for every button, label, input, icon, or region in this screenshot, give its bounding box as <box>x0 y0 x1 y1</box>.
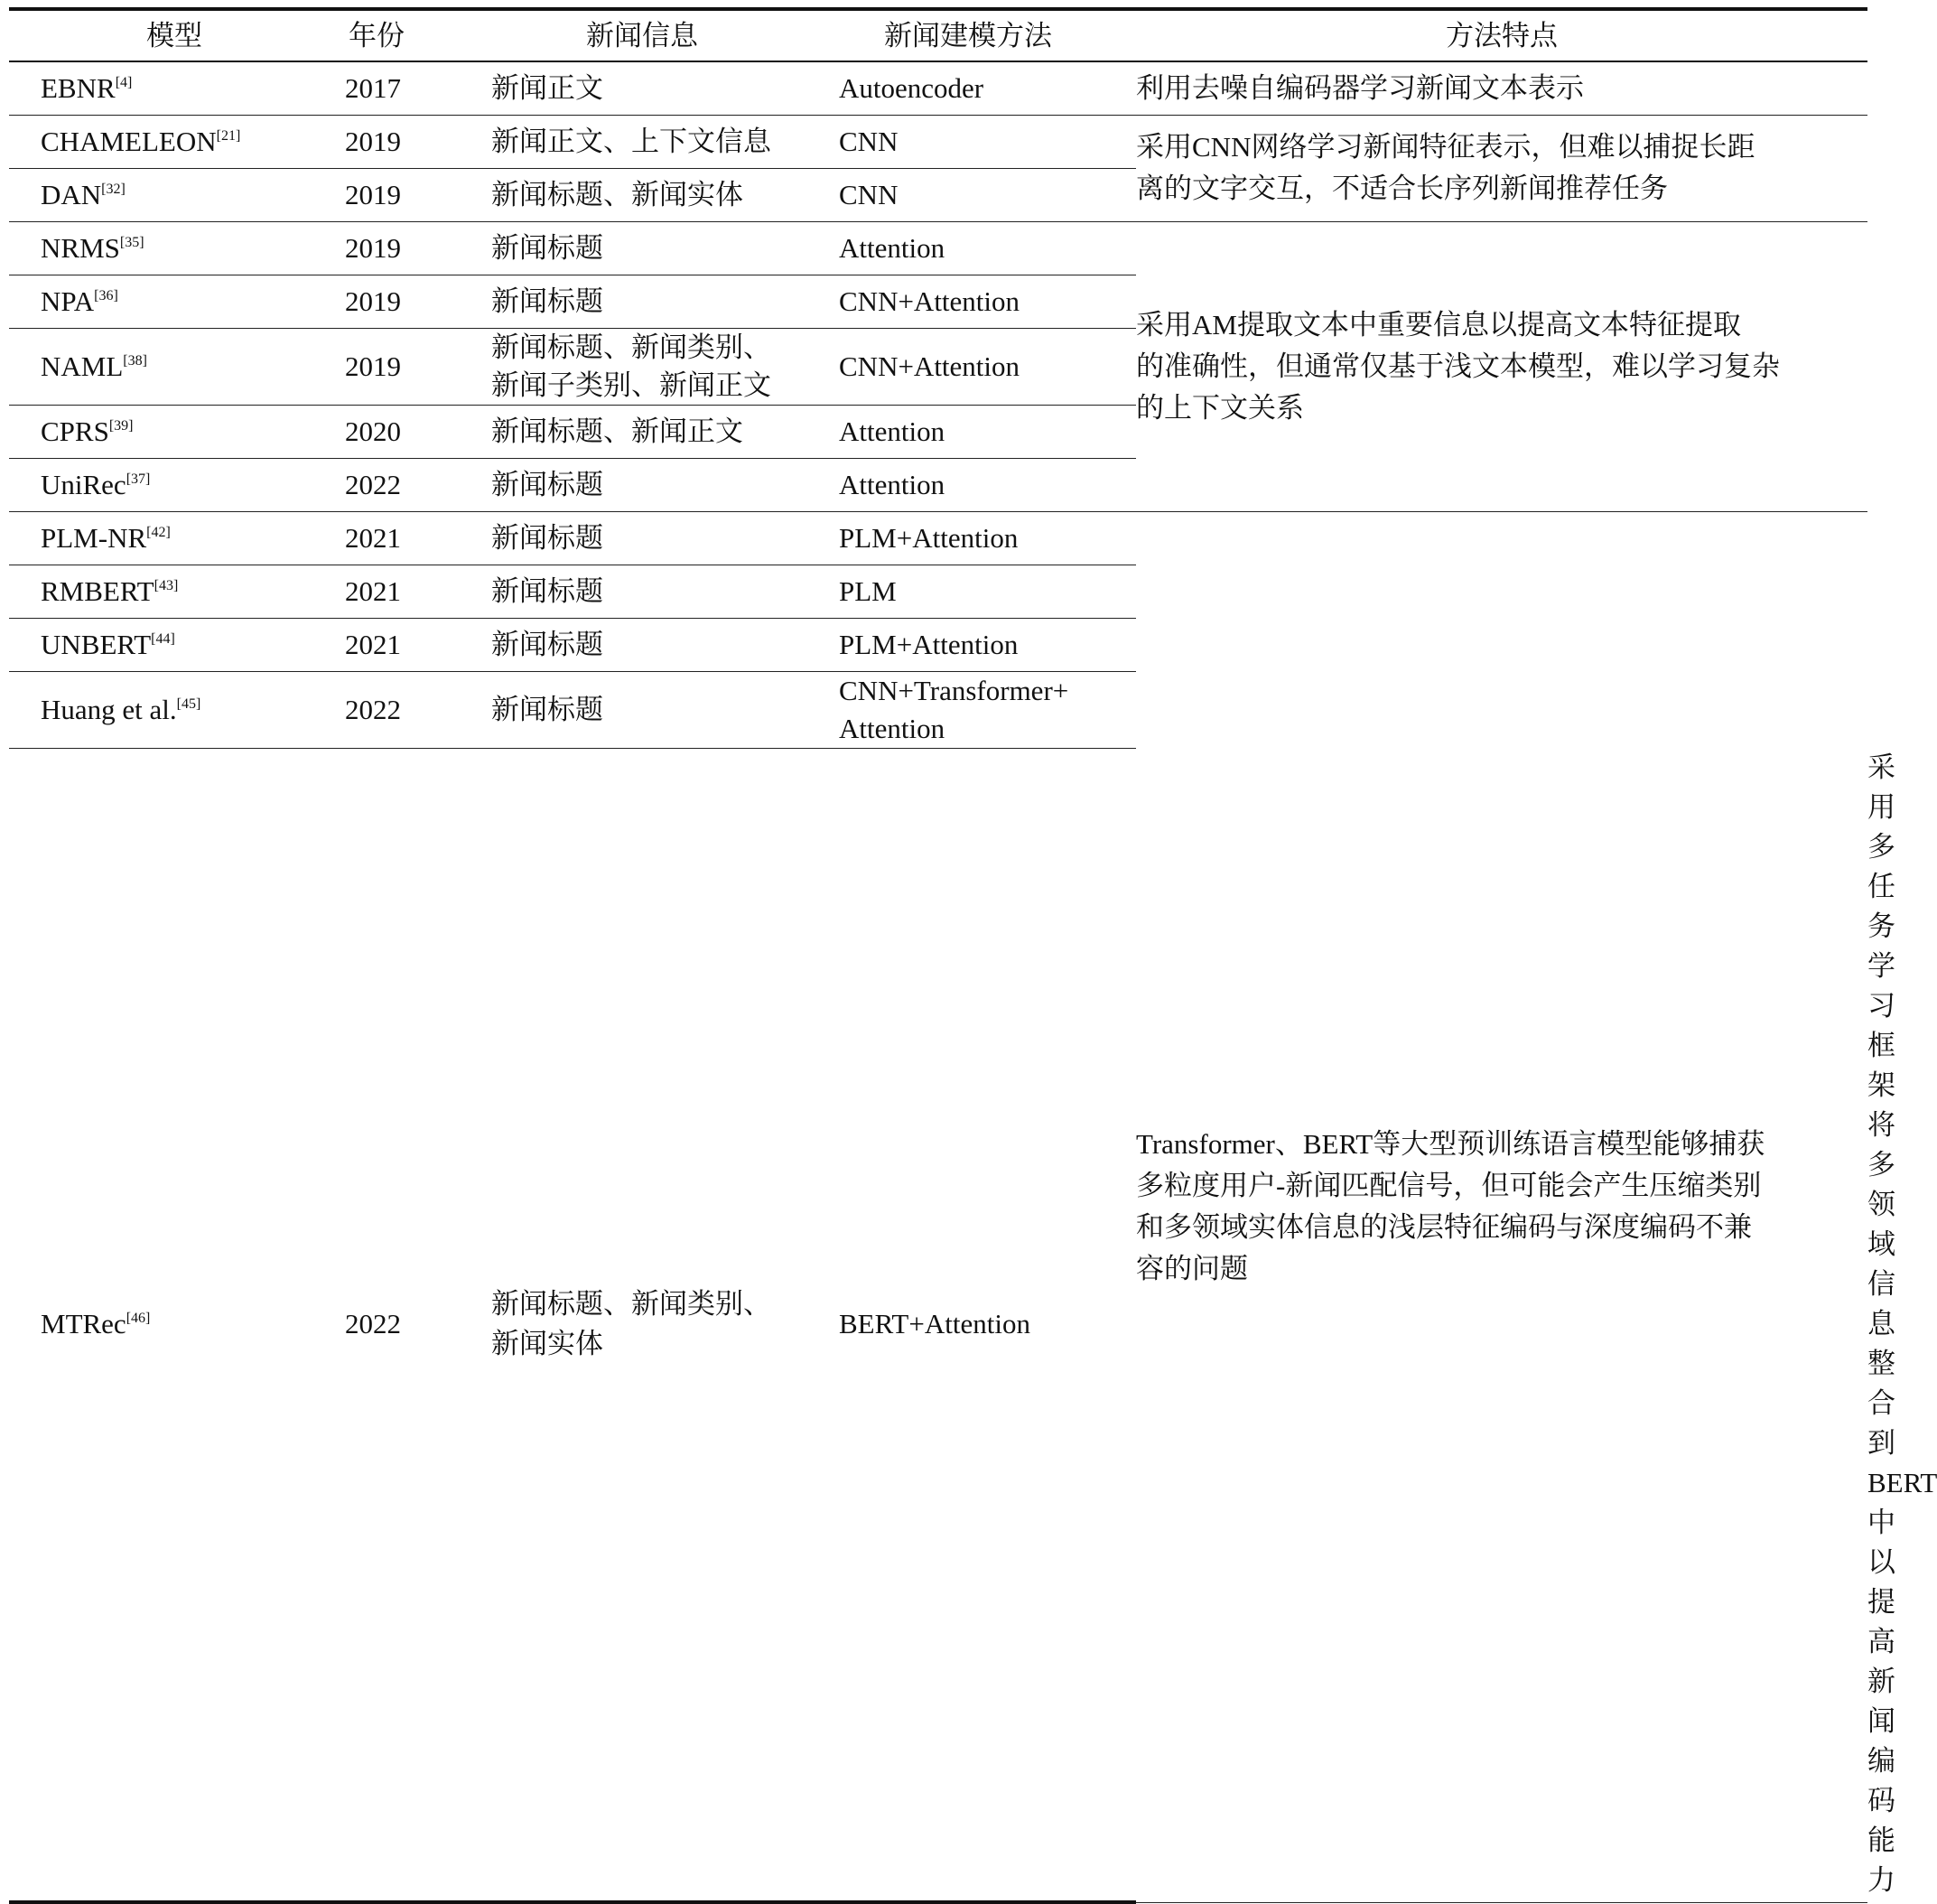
method-line: CNN+Transformer+ <box>839 674 1069 706</box>
header-news-info: 新闻信息 <box>491 9 839 61</box>
year-cell <box>340 618 491 671</box>
model-ref: [4] <box>115 74 133 90</box>
feature-cell <box>1136 221 1867 511</box>
news-info-cell: 新闻标题 <box>491 458 839 511</box>
model-name: MTRec <box>41 1308 126 1340</box>
model-name: EBNR <box>41 71 116 104</box>
year-cell <box>340 328 491 405</box>
method-cell: CNN <box>839 115 1136 168</box>
year-value: 2017 <box>345 71 401 104</box>
year-cell <box>340 275 491 328</box>
model-cell <box>9 748 340 1902</box>
method-cell: CNN+Attention <box>839 275 1136 328</box>
feature-line: 离的文字交互，不适合长序列新闻推荐任务 <box>1136 173 1668 204</box>
method-line: Attention <box>839 712 945 744</box>
header-model: 模型 <box>9 9 340 61</box>
method-cell: Attention <box>839 405 1136 458</box>
method-cell: PLM <box>839 565 1136 618</box>
year-cell <box>340 458 491 511</box>
model-cell <box>9 115 340 168</box>
header-year: 年份 <box>340 9 491 61</box>
feature-line: 采用AM提取文本中重要信息以提高文本特征提取 <box>1136 308 1741 341</box>
year-value: 2021 <box>345 574 401 607</box>
header-method-features: 方法特点 <box>1136 9 1867 61</box>
method-cell: PLM+Attention <box>839 618 1136 671</box>
model-ref: [42] <box>146 524 171 540</box>
model-ref: [35] <box>119 234 144 250</box>
model-cell <box>9 275 340 328</box>
year-value: 2021 <box>345 628 401 660</box>
method-cell: Attention <box>839 458 1136 511</box>
model-ref: [21] <box>216 127 241 144</box>
feature-line: 容的问题 <box>1136 1253 1248 1284</box>
feature-line: 的准确性，但通常仅基于浅文本模型，难以学习复杂 <box>1136 350 1780 382</box>
feature-line: Transformer、BERT等大型预训练语言模型能够捕获 <box>1136 1128 1765 1160</box>
news-info-line: 新闻标题、新闻类别、 <box>491 331 771 363</box>
model-ref: [45] <box>176 695 201 712</box>
year-value: 2019 <box>345 350 401 382</box>
model-name: UniRec <box>41 468 126 500</box>
news-info-cell: 新闻标题 <box>491 221 839 275</box>
model-cell <box>9 511 340 565</box>
method-cell: Autoencoder <box>839 61 1136 115</box>
model-cell <box>9 328 340 405</box>
model-name: CPRS <box>41 415 109 447</box>
year-value: 2019 <box>345 285 401 317</box>
model-name: NRMS <box>41 231 120 264</box>
model-cell <box>9 168 340 221</box>
model-ref: [39] <box>108 417 134 434</box>
table-row <box>9 115 1867 168</box>
year-cell <box>340 511 491 565</box>
news-info-line: 新闻子类别、新闻正文 <box>491 369 771 401</box>
year-value: 2022 <box>345 1308 401 1340</box>
model-name: RMBERT <box>41 574 154 607</box>
model-ref: [44] <box>151 630 175 647</box>
news-info-cell: 新闻正文、上下文信息 <box>491 115 839 168</box>
table-row <box>9 61 1867 115</box>
model-name: UNBERT <box>41 628 152 660</box>
feature-cell <box>1136 511 1867 1902</box>
news-info-cell: 新闻标题 <box>491 511 839 565</box>
news-info-cell: 新闻正文 <box>491 61 839 115</box>
model-cell <box>9 221 340 275</box>
news-info-cell: 新闻标题、新闻实体 <box>491 168 839 221</box>
model-ref: [38] <box>123 352 147 369</box>
header-modeling-method: 新闻建模方法 <box>839 9 1136 61</box>
news-info-cell: 新闻标题 <box>491 275 839 328</box>
table-row: MTRec[46] 2022 新闻标题、新闻类别、 新闻实体 BERT+Attention 采用多任务学习框架将多领域信息整合到BERT中 以提高新闻编码能力 <box>9 748 1867 1902</box>
news-info-line: 新闻实体 <box>491 1328 603 1360</box>
model-name: Huang et al. <box>41 693 177 725</box>
model-cell <box>9 671 340 748</box>
year-cell <box>340 221 491 275</box>
feature-line: 多粒度用户-新闻匹配信号，但可能会产生压缩类别 <box>1136 1170 1762 1201</box>
news-info-cell: 新闻标题 <box>491 618 839 671</box>
year-cell <box>340 671 491 748</box>
model-ref: [36] <box>94 287 118 303</box>
model-cell <box>9 565 340 618</box>
news-info-cell <box>491 328 839 405</box>
method-cell <box>839 671 1136 748</box>
feature-line: 和多领域实体信息的浅层特征编码与深度编码不兼 <box>1136 1211 1752 1243</box>
method-cell: PLM+Attention <box>839 511 1136 565</box>
model-name: NPA <box>41 285 95 317</box>
feature-cell: 利用去噪自编码器学习新闻文本表示 <box>1136 61 1867 115</box>
year-value: 2020 <box>345 415 401 447</box>
model-ref: [46] <box>126 1311 151 1327</box>
model-cell <box>9 405 340 458</box>
news-model-comparison-table <box>9 7 1937 1904</box>
year-value: 2022 <box>345 468 401 500</box>
table-row <box>9 221 1867 275</box>
year-cell <box>340 115 491 168</box>
news-info-cell: 新闻标题 <box>491 671 839 748</box>
model-name: PLM-NR <box>41 521 147 554</box>
year-value: 2019 <box>345 125 401 157</box>
model-ref: [32] <box>101 181 126 197</box>
news-info-line: 新闻标题、新闻类别、 <box>491 1288 771 1321</box>
method-cell: BERT+Attention <box>839 748 1136 1902</box>
comparison-table-wrapper <box>9 7 1937 1904</box>
year-value: 2022 <box>345 693 401 725</box>
model-ref: [43] <box>154 577 179 593</box>
model-name: CHAMELEON <box>41 125 217 157</box>
feature-line: 的上下文关系 <box>1136 391 1304 424</box>
method-cell: Attention <box>839 221 1136 275</box>
model-cell <box>9 61 340 115</box>
feature-cell <box>1136 115 1867 221</box>
model-name: DAN <box>41 178 102 210</box>
year-cell <box>340 748 491 1902</box>
year-cell <box>340 61 491 115</box>
year-cell <box>340 405 491 458</box>
news-info-cell <box>491 748 839 1902</box>
method-cell: CNN+Attention <box>839 328 1136 405</box>
news-info-cell: 新闻标题 <box>491 565 839 618</box>
model-name: NAML <box>41 350 124 382</box>
table-row <box>9 511 1867 565</box>
year-value: 2021 <box>345 521 401 554</box>
year-cell <box>340 565 491 618</box>
year-cell <box>340 168 491 221</box>
year-value: 2019 <box>345 231 401 264</box>
feature-line: 采用CNN网络学习新闻特征表示，但难以捕捉长距 <box>1136 131 1755 163</box>
method-cell: CNN <box>839 168 1136 221</box>
year-value: 2019 <box>345 178 401 210</box>
news-info-cell: 新闻标题、新闻正文 <box>491 405 839 458</box>
model-cell <box>9 458 340 511</box>
model-cell <box>9 618 340 671</box>
model-ref: [37] <box>126 471 151 487</box>
header-row <box>9 9 1867 61</box>
